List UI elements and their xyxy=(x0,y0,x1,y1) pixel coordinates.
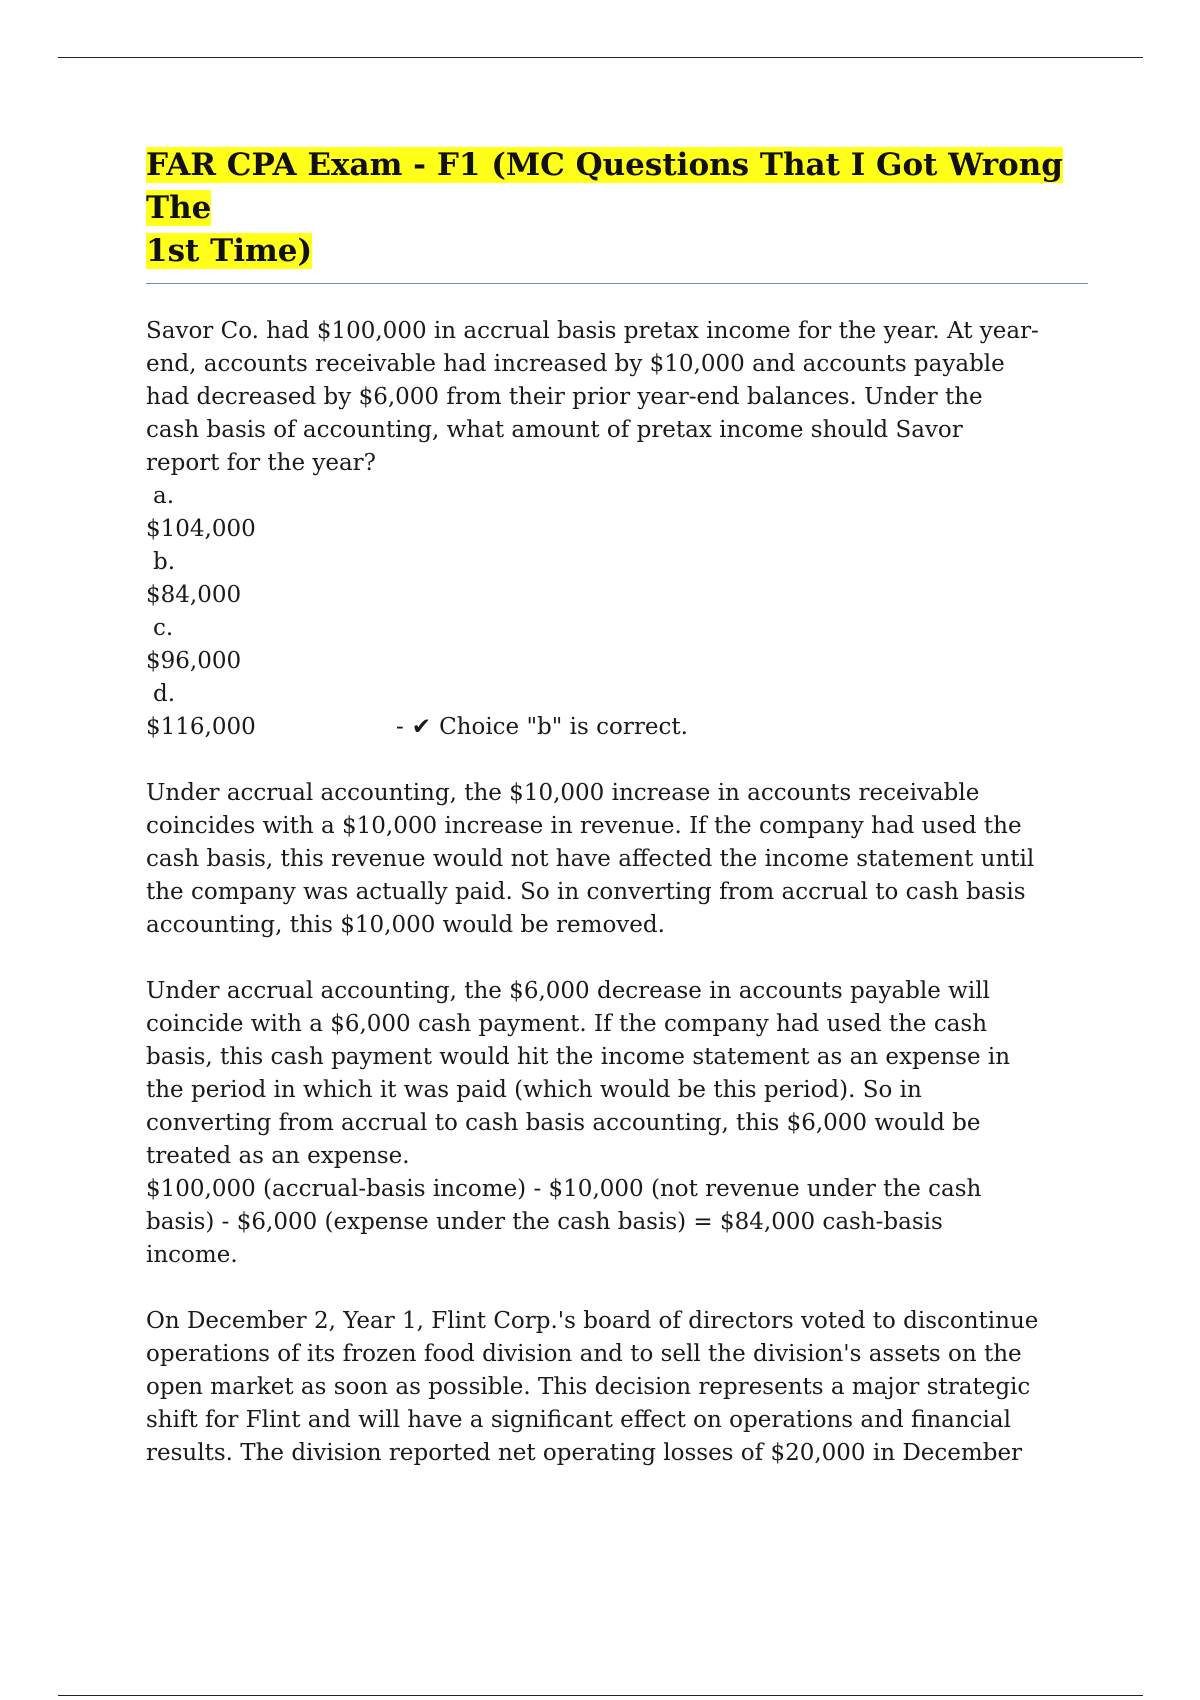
text-line: results. The division reported net operating losses of $20,000 in December xyxy=(146,1440,1023,1466)
answer-dash: - xyxy=(396,714,404,740)
choice-d-value: $116,000 xyxy=(146,714,256,740)
text-line: Under accrual accounting, the $10,000 increase in accounts receivable xyxy=(146,780,980,806)
choice-b-value: $84,000 xyxy=(146,582,242,608)
text-line: shift for Flint and will have a significant effect on operations and financial xyxy=(146,1407,1011,1433)
text-line: had decreased by $6,000 from their prior year-end balances. Under the xyxy=(146,384,983,410)
text-line: coincides with a $10,000 increase in revenue. If the company had used the xyxy=(146,813,1022,839)
choice-d-row xyxy=(146,711,1091,744)
choice-b-letter: b. xyxy=(153,549,176,575)
question-1 xyxy=(146,315,1091,744)
text-line: basis, this cash payment would hit the income statement as an expense in xyxy=(146,1044,1011,1070)
explanation-2 xyxy=(146,975,1091,1272)
choice-a-value: $104,000 xyxy=(146,516,256,542)
title-line-2: 1st Time) xyxy=(146,233,313,269)
answer-text: Choice "b" is correct. xyxy=(439,714,688,740)
text-line: cash basis, this revenue would not have affected the income statement until xyxy=(146,846,1035,872)
text-line: $100,000 (accrual-basis income) - $10,000 (not revenue under the cash xyxy=(146,1176,982,1202)
spacer xyxy=(146,942,1091,975)
document-title xyxy=(146,144,1091,273)
text-line: converting from accrual to cash basis accounting, this $6,000 would be xyxy=(146,1110,981,1136)
text-line: open market as soon as possible. This decision represents a major strategic xyxy=(146,1374,1031,1400)
spacer xyxy=(146,744,1091,777)
question-2-text xyxy=(146,1305,1091,1470)
text-line: end, accounts receivable had increased by $10,000 and accounts payable xyxy=(146,351,1005,377)
text-line: income. xyxy=(146,1242,238,1268)
choice-d-letter: d. xyxy=(153,681,176,707)
header-rule xyxy=(58,57,1143,58)
text-line: On December 2, Year 1, Flint Corp.'s board of directors voted to discontinue xyxy=(146,1308,1039,1334)
text-line: Savor Co. had $100,000 in accrual basis pretax income for the year. At year- xyxy=(146,318,1039,344)
text-line: the period in which it was paid (which would be this period). So in xyxy=(146,1077,922,1103)
answer-note xyxy=(396,711,688,744)
text-line: treated as an expense. xyxy=(146,1143,410,1169)
title-line-1: FAR CPA Exam - F1 (MC Questions That I Got Wrong The xyxy=(146,147,1063,226)
text-line: Under accrual accounting, the $6,000 decrease in accounts payable will xyxy=(146,978,990,1004)
question-1-choices xyxy=(146,480,1091,744)
text-line: basis) - $6,000 (expense under the cash basis) = $84,000 cash-basis xyxy=(146,1209,943,1235)
text-line: coincide with a $6,000 cash payment. If the company had used the cash xyxy=(146,1011,988,1037)
text-line: operations of its frozen food division and to sell the division's assets on the xyxy=(146,1341,1022,1367)
explanation-1 xyxy=(146,777,1091,942)
check-icon: ✔ xyxy=(411,714,432,740)
text-line: cash basis of accounting, what amount of pretax income should Savor xyxy=(146,417,963,443)
spacer xyxy=(146,1272,1091,1305)
text-line: the company was actually paid. So in converting from accrual to cash basis xyxy=(146,879,1026,905)
document-body xyxy=(146,144,1091,1470)
text-line: report for the year? xyxy=(146,450,377,476)
question-1-text xyxy=(146,315,1091,480)
text-line: accounting, this $10,000 would be removed. xyxy=(146,912,665,938)
choice-c-letter: c. xyxy=(153,615,174,641)
title-underline xyxy=(146,283,1088,284)
footer-rule xyxy=(58,1695,1143,1696)
choice-c-value: $96,000 xyxy=(146,648,242,674)
choice-a-letter: a. xyxy=(153,483,175,509)
